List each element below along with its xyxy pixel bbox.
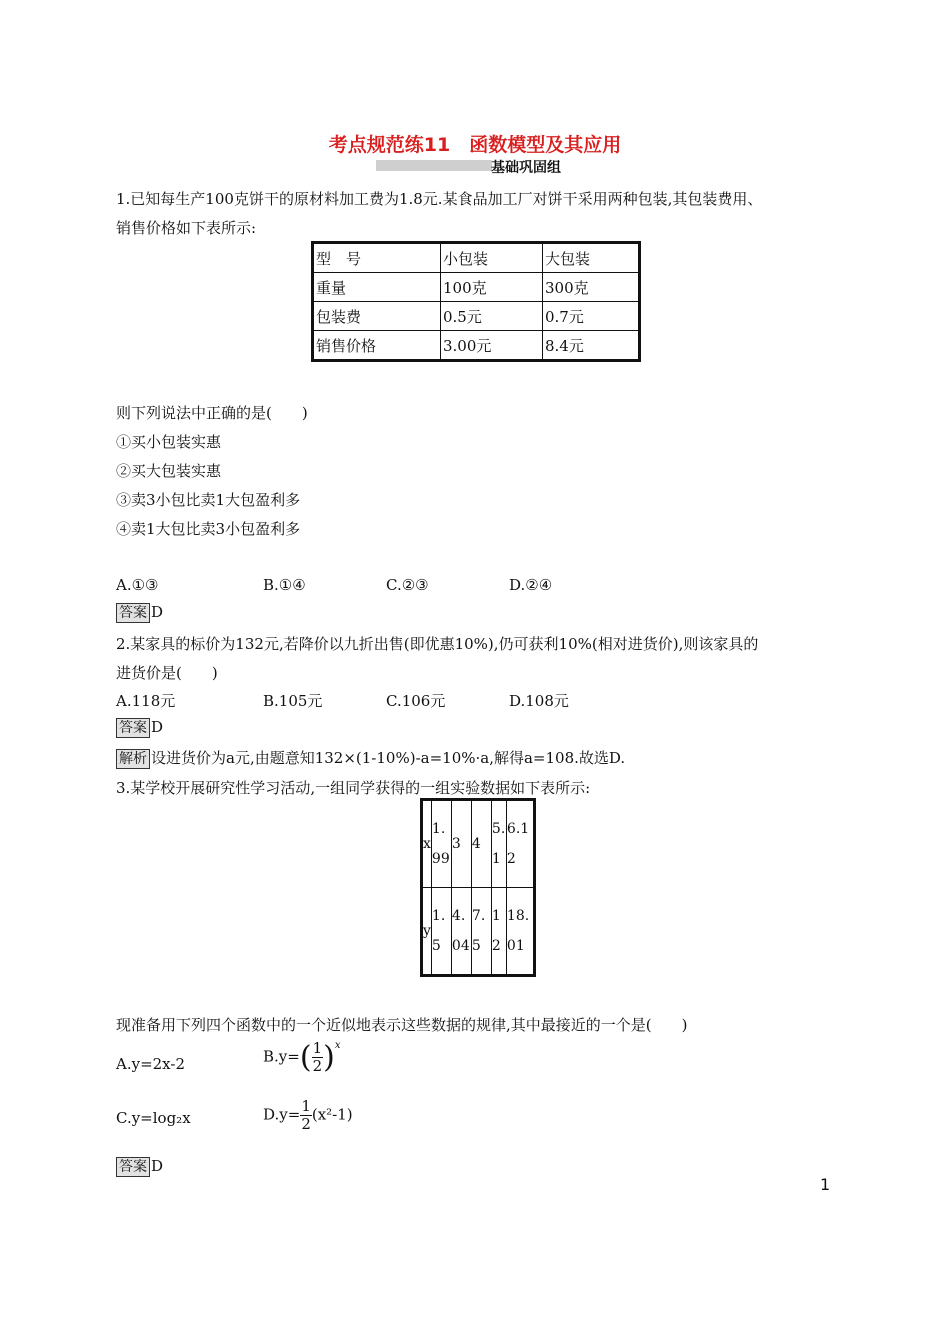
answer-tag: 答案 bbox=[116, 718, 150, 738]
table-row bbox=[313, 302, 640, 331]
table-cell: 重量 bbox=[313, 273, 441, 302]
table-row bbox=[313, 273, 640, 302]
q2-option-a: A.118元 bbox=[116, 692, 176, 710]
analysis-tag: 解析 bbox=[116, 749, 150, 769]
q1-option-b: B.①④ bbox=[263, 576, 306, 594]
q1-text-line2: 销售价格如下表所示: bbox=[116, 219, 257, 237]
table-cell: 包装费 bbox=[313, 302, 441, 331]
table-cell: 4 bbox=[471, 800, 491, 888]
fraction-numerator: 1 bbox=[301, 1097, 311, 1115]
q1-text-line1: 1.已知每生产100克饼干的原材料加工费为1.8元.某食品加工厂对饼干采用两种包装,其包装费用、 bbox=[116, 190, 763, 208]
table-row bbox=[422, 888, 535, 976]
q3-option-b bbox=[263, 1040, 340, 1075]
q3-table bbox=[420, 798, 536, 977]
table-cell: y bbox=[422, 888, 432, 976]
q3-option-c: C.y=log₂x bbox=[116, 1109, 191, 1127]
q3-answer bbox=[116, 1157, 163, 1177]
answer-tag: 答案 bbox=[116, 603, 150, 623]
section-subtitle: 基础巩固组 bbox=[491, 160, 561, 176]
table-cell: 销售价格 bbox=[313, 331, 441, 361]
table-cell: 3 bbox=[451, 800, 471, 888]
answer-value: D bbox=[151, 1157, 164, 1175]
page-number: 1 bbox=[820, 1175, 831, 1194]
q2-analysis bbox=[116, 747, 625, 769]
option-d-prefix: D.y= bbox=[263, 1105, 301, 1124]
table-cell: 5.1 bbox=[491, 800, 506, 888]
fraction-numerator: 1 bbox=[312, 1039, 323, 1057]
q1-table bbox=[311, 241, 641, 362]
q3-option-d bbox=[263, 1098, 353, 1133]
table-cell: 小包装 bbox=[441, 243, 543, 273]
right-paren: ) bbox=[323, 1040, 335, 1075]
fraction-denominator: 2 bbox=[312, 1057, 323, 1075]
fraction bbox=[300, 1098, 312, 1133]
q2-text-line2: 进货价是( ) bbox=[116, 664, 218, 682]
answer-value: D bbox=[151, 718, 164, 736]
q2-text-line1: 2.某家具的标价为132元,若降价以九折出售(即优惠10%),仍可获利10%(相对进货价),则该家具的 bbox=[116, 635, 759, 653]
table-row bbox=[313, 243, 640, 273]
q1-option-a: A.①③ bbox=[116, 576, 159, 594]
q2-option-c: C.106元 bbox=[386, 692, 446, 710]
q2-option-b: B.105元 bbox=[263, 692, 323, 710]
q1-statement: ③卖3小包比卖1大包盈利多 bbox=[116, 491, 301, 509]
q1-statement: ①买小包装实惠 bbox=[116, 433, 222, 451]
q1-statement: ④卖1大包比卖3小包盈利多 bbox=[116, 520, 301, 538]
table-cell: 1.99 bbox=[431, 800, 451, 888]
table-cell: 100克 bbox=[441, 273, 543, 302]
table-row bbox=[422, 800, 535, 888]
q1-statement: ②买大包装实惠 bbox=[116, 462, 222, 480]
option-d-suffix: (x²-1) bbox=[311, 1105, 353, 1124]
page-title: 考点规范练11 函数模型及其应用 bbox=[328, 134, 622, 156]
q1-option-d: D.②④ bbox=[509, 576, 553, 594]
table-cell: 3.00元 bbox=[441, 331, 543, 361]
table-row bbox=[313, 331, 640, 361]
table-cell: 7.5 bbox=[471, 888, 491, 976]
q1-option-c: C.②③ bbox=[386, 576, 429, 594]
answer-tag: 答案 bbox=[116, 1157, 150, 1177]
q1-prompt: 则下列说法中正确的是( ) bbox=[116, 404, 308, 422]
table-cell: 18.01 bbox=[506, 888, 534, 976]
table-cell: 6.12 bbox=[506, 800, 534, 888]
q2-option-d: D.108元 bbox=[509, 692, 569, 710]
answer-value: D bbox=[151, 603, 164, 621]
table-cell: 8.4元 bbox=[543, 331, 640, 361]
table-cell: 型 号 bbox=[313, 243, 441, 273]
table-cell: 300克 bbox=[543, 273, 640, 302]
table-cell: 大包装 bbox=[543, 243, 640, 273]
analysis-text: 设进货价为a元,由题意知132×(1-10%)-a=10%·a,解得a=108.故选D. bbox=[151, 749, 626, 767]
fraction-denominator: 2 bbox=[301, 1115, 311, 1133]
table-cell: 12 bbox=[491, 888, 506, 976]
q1-answer bbox=[116, 603, 163, 623]
q2-answer bbox=[116, 718, 163, 738]
option-b-prefix: B.y= bbox=[263, 1047, 300, 1066]
table-cell: x bbox=[422, 800, 432, 888]
q3-text: 3.某学校开展研究性学习活动,一组同学获得的一组实验数据如下表所示: bbox=[116, 779, 591, 797]
table-cell: 0.5元 bbox=[441, 302, 543, 331]
left-paren: ( bbox=[299, 1040, 312, 1075]
q3-option-a: A.y=2x-2 bbox=[116, 1055, 185, 1073]
table-cell: 0.7元 bbox=[543, 302, 640, 331]
fraction bbox=[312, 1040, 324, 1075]
table-cell: 1.5 bbox=[431, 888, 451, 976]
q3-prompt: 现准备用下列四个函数中的一个近似地表示这些数据的规律,其中最接近的一个是( ) bbox=[116, 1016, 688, 1034]
exponent: x bbox=[334, 1040, 341, 1051]
table-cell: 4.04 bbox=[451, 888, 471, 976]
subtitle-bar bbox=[376, 160, 492, 171]
